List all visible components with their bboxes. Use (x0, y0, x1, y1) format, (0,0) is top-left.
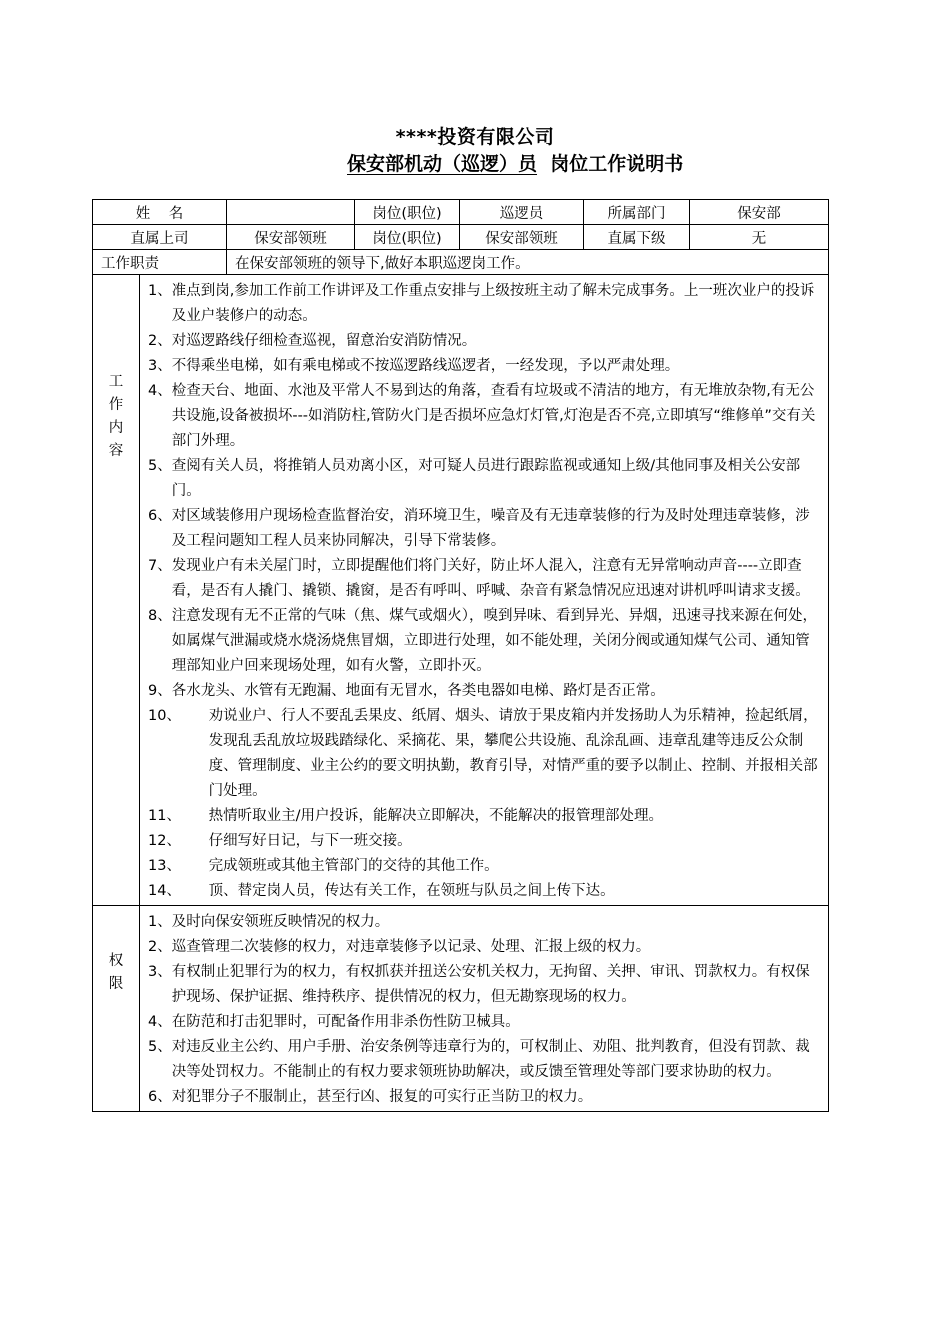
content-row (93, 275, 829, 906)
item-text: 对犯罪分子不服制止，甚至行凶、报复的可实行正当防卫的权力。 (171, 1089, 593, 1105)
list-item (148, 604, 820, 679)
authority-label-cell (93, 906, 140, 1112)
job-title-rest: 岗位工作说明书 (550, 153, 684, 175)
item-text: 各水龙头、水管有无跑漏、地面有无冒水，各类电器如电梯、路灯是否正常。 (171, 683, 665, 699)
list-item (148, 804, 820, 829)
item-text: 注意发现有无不正常的气味（焦、煤气或烟火），嗅到异味、看到异光、异烟，迅速寻找来源在何处，如属煤气泄漏或烧水烧汤烧焦冒烟，立即进行处理，如不能处理，关闭分阀或通知煤气公司、通知管理部知业户回来现场处理，如有火警，立即扑灭。 (171, 608, 817, 674)
item-text: 劝说业户、行人不要乱丢果皮、纸屑、烟头、请放于果皮箱内并发扬助人为乐精神，捡起纸屑，发现乱丢乱放垃圾践踏绿化、采摘花、果，攀爬公共设施、乱涂乱画、违章乱建等违反公众制度、管理制度、业主公约的要文明执勤，教育引导，对情严重的要予以制止、控制、并报相关部门处理。 (208, 708, 818, 799)
item-number: 3、 (148, 964, 172, 980)
item-number: 12、 (148, 833, 209, 849)
item-text: 不得乘坐电梯，如有乘电梯或不按巡逻路线巡逻者，一经发现，予以严肃处理。 (171, 358, 680, 374)
item-text: 在防范和打击犯罪时，可配备作用非杀伤性防卫械具。 (171, 1014, 520, 1030)
item-text: 有权制止犯罪行为的权力，有权抓获并扭送公安机关权力，无拘留、关押、审讯、罚款权力。有权保护现场、保护证据、维持秩序、提供情况的权力，但无勘察现场的权力。 (171, 964, 810, 1005)
position-label: 岗位(职位) (355, 200, 460, 225)
list-item (148, 354, 820, 379)
item-number: 14、 (148, 883, 209, 899)
item-text: 准点到岗,参加工作前工作讲评及工作重点安排与上级按班主动了解未完成事务。上一班次业户的投诉及业户装修户的动态。 (171, 283, 815, 324)
duty-text: 在保安部领班的领导下,做好本职巡逻岗工作。 (227, 250, 829, 275)
item-number: 5、 (148, 458, 172, 474)
item-text: 对区域装修用户现场检查监督治安，消环境卫生，噪音及有无违章装修的行为及时处理违章装修，涉及工程问题知工程人员来协同解决，引导下常装修。 (171, 508, 810, 549)
item-number: 10、 (148, 708, 209, 724)
list-item (148, 704, 820, 804)
item-number: 11、 (148, 808, 209, 824)
list-item (148, 854, 820, 879)
item-number: 1、 (148, 914, 172, 930)
list-item (148, 829, 820, 854)
superior-value: 保安部领班 (227, 225, 355, 250)
list-item (148, 910, 820, 935)
list-item (148, 679, 820, 704)
item-text: 发现业户有未关屋门时，立即提醒他们将门关好，防止坏人混入，注意有无异常响动声音----立即查看，是否有人撬门、撬锁、撬窗，是否有呼叫、呼喊、杂音有紧急情况应迅速对讲机呼叫请求支援。 (171, 558, 810, 599)
job-description-table (92, 199, 829, 1112)
authority-list (140, 906, 829, 1112)
position2-value: 保安部领班 (460, 225, 584, 250)
item-number: 2、 (148, 333, 172, 349)
item-text: 热情听取业主/用户投诉，能解决立即解决，不能解决的报管理部处理。 (208, 808, 663, 824)
list-item (148, 1085, 820, 1110)
content-label-cell (93, 275, 140, 906)
superior-label: 直属上司 (93, 225, 227, 250)
item-text: 巡查管理二次装修的权力，对违章装修予以记录、处理、汇报上级的权力。 (171, 939, 651, 955)
duty-label: 工作职责 (93, 250, 227, 275)
item-number: 4、 (148, 1014, 172, 1030)
item-number: 1、 (148, 283, 172, 299)
company-title: ****投资有限公司 (395, 126, 555, 148)
duty-row (93, 250, 829, 275)
name-value (227, 200, 355, 225)
position2-label: 岗位(职位) (355, 225, 460, 250)
item-text: 对违反业主公约、用户手册、治安条例等违章行为的，可权制止、劝阻、批判教育，但没有罚款、裁决等处罚权力。不能制止的有权力要求领班协助解决，或反馈至管理处等部门要求协助的权力。 (171, 1039, 810, 1080)
list-item (148, 329, 820, 354)
info-row-2 (93, 225, 829, 250)
list-item (148, 879, 820, 904)
item-number: 6、 (148, 508, 172, 524)
dept-label: 所属部门 (584, 200, 690, 225)
item-number: 6、 (148, 1089, 172, 1105)
item-number: 13、 (148, 858, 209, 874)
job-title-underlined: 保安部机动（巡逻）员 (347, 153, 538, 175)
list-item (148, 935, 820, 960)
item-number: 7、 (148, 558, 172, 574)
item-number: 8、 (148, 608, 172, 624)
item-text: 对巡逻路线仔细检查巡视，留意治安消防情况。 (171, 333, 477, 349)
authority-label: 权限 (108, 953, 124, 992)
item-number: 4、 (148, 383, 172, 399)
list-item (148, 1010, 820, 1035)
list-item (148, 454, 820, 504)
list-item (148, 554, 820, 604)
item-number: 5、 (148, 1039, 172, 1055)
item-text: 检查天台、地面、水池及平常人不易到达的角落，查看有垃圾或不清洁的地方，有无堆放杂物,有无公共设施,设备被损坏---如消防柱,管防火门是否损坏应急灯灯管,灯泡是否不亮,立即填写“维修单”交有关部门外理。 (171, 383, 816, 449)
content-label: 工作内容 (108, 374, 124, 459)
content-list (140, 275, 829, 906)
item-number: 2、 (148, 939, 172, 955)
subordinate-label: 直属下级 (584, 225, 690, 250)
item-text: 查阅有关人员，将推销人员劝离小区，对可疑人员进行跟踪监视或通知上级/其他同事及相关公安部门。 (171, 458, 801, 499)
list-item (148, 1035, 820, 1085)
position-value: 巡逻员 (460, 200, 584, 225)
info-row-1 (93, 200, 829, 225)
list-item (148, 504, 820, 554)
item-text: 及时向保安领班反映情况的权力。 (171, 914, 390, 930)
document-title (347, 149, 683, 176)
item-text: 顶、替定岗人员，传达有关工作，在领班与队员之间上传下达。 (208, 883, 615, 899)
item-text: 完成领班或其他主管部门的交待的其他工作。 (208, 858, 499, 874)
list-item (148, 379, 820, 454)
subordinate-value: 无 (690, 225, 829, 250)
name-label: 姓 名 (93, 200, 227, 225)
dept-value: 保安部 (690, 200, 829, 225)
item-number: 3、 (148, 358, 172, 374)
list-item (148, 960, 820, 1010)
item-text: 仔细写好日记，与下一班交接。 (208, 833, 412, 849)
list-item (148, 279, 820, 329)
authority-row (93, 906, 829, 1112)
item-number: 9、 (148, 683, 172, 699)
